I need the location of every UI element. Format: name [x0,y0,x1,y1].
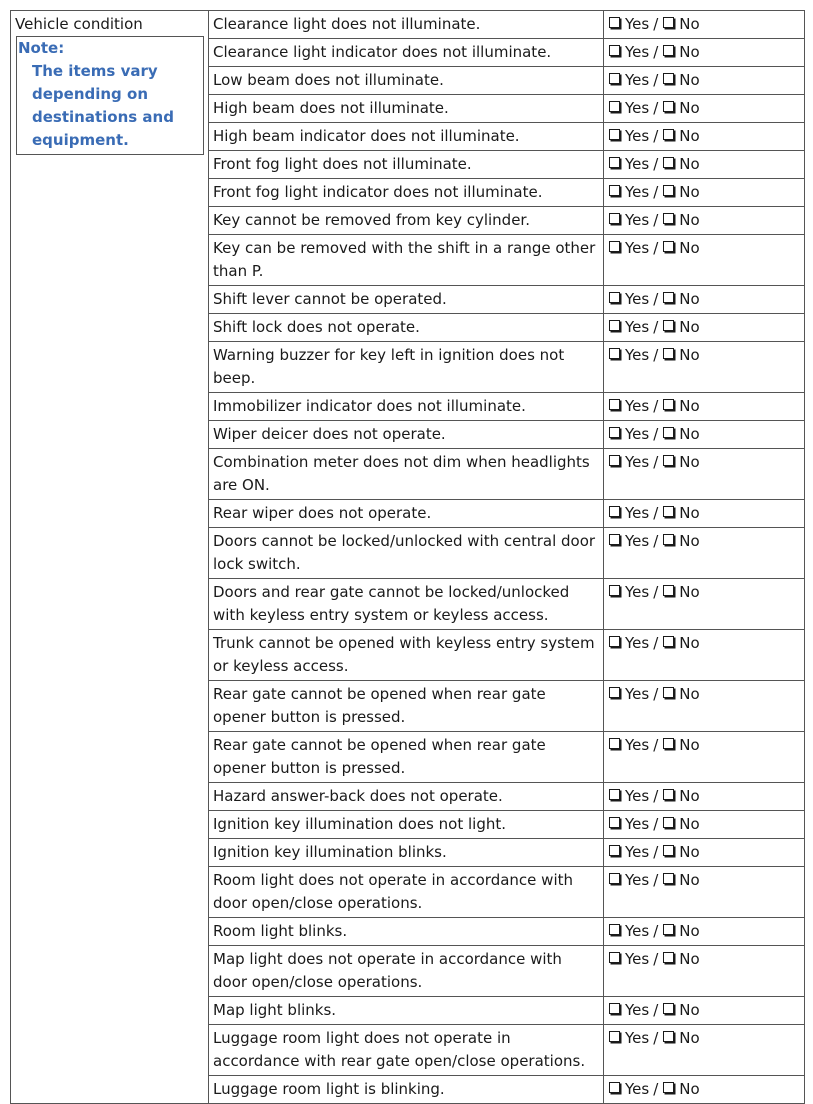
yes-no-cell [604,207,805,235]
no-checkbox[interactable] [663,348,674,359]
no-label: No [679,43,700,61]
answer-separator: / [653,787,659,805]
vehicle-condition-table [10,10,805,1104]
yes-checkbox[interactable] [609,738,620,749]
yes-label: Yes [625,1080,650,1098]
no-checkbox[interactable] [663,427,674,438]
no-label: No [679,239,700,257]
condition-description: Rear gate cannot be opened when rear gate opener button is pressed. [209,681,604,732]
yes-checkbox[interactable] [609,292,620,303]
yes-checkbox[interactable] [609,45,620,56]
yes-checkbox[interactable] [609,585,620,596]
no-label: No [679,1001,700,1019]
yes-checkbox[interactable] [609,73,620,84]
condition-description: Hazard answer-back does not operate. [209,783,604,811]
answer-separator: / [653,815,659,833]
yes-no-cell [604,151,805,179]
condition-description: Doors and rear gate cannot be locked/unlocked with keyless entry system or keyless access. [209,579,604,630]
note-box [16,36,204,155]
yes-no-cell [604,579,805,630]
no-checkbox[interactable] [663,952,674,963]
yes-checkbox[interactable] [609,399,620,410]
yes-no-cell [604,946,805,997]
yes-label: Yes [625,15,650,33]
no-checkbox[interactable] [663,506,674,517]
no-checkbox[interactable] [663,845,674,856]
no-checkbox[interactable] [663,73,674,84]
yes-checkbox[interactable] [609,101,620,112]
answer-separator: / [653,318,659,336]
no-checkbox[interactable] [663,817,674,828]
answer-separator: / [653,15,659,33]
yes-checkbox[interactable] [609,789,620,800]
yes-label: Yes [625,43,650,61]
yes-no-cell [604,95,805,123]
vehicle-condition-label: Vehicle condition [15,15,143,33]
no-label: No [679,15,700,33]
yes-label: Yes [625,425,650,443]
condition-description: Shift lock does not operate. [209,314,604,342]
vehicle-condition-cell [11,11,209,1104]
yes-label: Yes [625,922,650,940]
no-label: No [679,318,700,336]
answer-separator: / [653,183,659,201]
yes-label: Yes [625,736,650,754]
no-label: No [679,843,700,861]
yes-checkbox[interactable] [609,506,620,517]
yes-checkbox[interactable] [609,845,620,856]
condition-description: Luggage room light is blinking. [209,1076,604,1104]
no-label: No [679,183,700,201]
yes-checkbox[interactable] [609,1031,620,1042]
no-checkbox[interactable] [663,17,674,28]
yes-no-cell [604,286,805,314]
yes-no-cell [604,449,805,500]
no-label: No [679,787,700,805]
condition-description: Map light blinks. [209,997,604,1025]
answer-separator: / [653,99,659,117]
yes-checkbox[interactable] [609,924,620,935]
yes-checkbox[interactable] [609,455,620,466]
answer-separator: / [653,950,659,968]
yes-label: Yes [625,290,650,308]
yes-no-cell [604,314,805,342]
condition-description: Front fog light does not illuminate. [209,151,604,179]
yes-label: Yes [625,634,650,652]
yes-checkbox[interactable] [609,427,620,438]
no-checkbox[interactable] [663,241,674,252]
no-label: No [679,532,700,550]
yes-checkbox[interactable] [609,185,620,196]
yes-no-cell [604,630,805,681]
yes-no-cell [604,67,805,95]
yes-no-cell [604,500,805,528]
yes-no-cell [604,342,805,393]
answer-separator: / [653,290,659,308]
no-checkbox[interactable] [663,534,674,545]
yes-no-cell [604,732,805,783]
no-checkbox[interactable] [663,213,674,224]
answer-separator: / [653,871,659,889]
yes-no-cell [604,1025,805,1076]
no-label: No [679,736,700,754]
yes-no-cell [604,997,805,1025]
yes-no-cell [604,39,805,67]
no-label: No [679,155,700,173]
condition-description: Low beam does not illuminate. [209,67,604,95]
no-label: No [679,127,700,145]
condition-description: Key cannot be removed from key cylinder. [209,207,604,235]
answer-separator: / [653,239,659,257]
yes-checkbox[interactable] [609,320,620,331]
no-label: No [679,1029,700,1047]
no-checkbox[interactable] [663,292,674,303]
table-row [11,11,805,39]
condition-description: Room light blinks. [209,918,604,946]
yes-no-cell [604,867,805,918]
yes-checkbox[interactable] [609,348,620,359]
no-checkbox[interactable] [663,101,674,112]
condition-description: Front fog light indicator does not illuminate. [209,179,604,207]
yes-label: Yes [625,239,650,257]
answer-separator: / [653,425,659,443]
yes-label: Yes [625,453,650,471]
answer-separator: / [653,43,659,61]
condition-description: Clearance light indicator does not illuminate. [209,39,604,67]
yes-no-cell [604,11,805,39]
answer-separator: / [653,1001,659,1019]
no-checkbox[interactable] [663,924,674,935]
yes-no-cell [604,393,805,421]
yes-checkbox[interactable] [609,952,620,963]
yes-label: Yes [625,99,650,117]
yes-label: Yes [625,504,650,522]
yes-label: Yes [625,787,650,805]
no-checkbox[interactable] [663,1031,674,1042]
answer-separator: / [653,843,659,861]
yes-label: Yes [625,211,650,229]
no-checkbox[interactable] [663,320,674,331]
yes-checkbox[interactable] [609,157,620,168]
condition-description: Immobilizer indicator does not illuminate. [209,393,604,421]
yes-no-cell [604,528,805,579]
condition-description: Key can be removed with the shift in a range other than P. [209,235,604,286]
answer-separator: / [653,1080,659,1098]
answer-separator: / [653,453,659,471]
no-checkbox[interactable] [663,185,674,196]
no-checkbox[interactable] [663,585,674,596]
yes-label: Yes [625,950,650,968]
condition-description: Room light does not operate in accordance with door open/close operations. [209,867,604,918]
answer-separator: / [653,532,659,550]
no-label: No [679,397,700,415]
yes-no-cell [604,681,805,732]
yes-label: Yes [625,1029,650,1047]
yes-checkbox[interactable] [609,213,620,224]
no-checkbox[interactable] [663,1082,674,1093]
no-label: No [679,871,700,889]
yes-checkbox[interactable] [609,17,620,28]
yes-label: Yes [625,815,650,833]
condition-description: Rear gate cannot be opened when rear gate opener button is pressed. [209,732,604,783]
condition-description: Ignition key illumination blinks. [209,839,604,867]
no-checkbox[interactable] [663,738,674,749]
yes-checkbox[interactable] [609,817,620,828]
answer-separator: / [653,736,659,754]
yes-label: Yes [625,397,650,415]
no-checkbox[interactable] [663,455,674,466]
no-checkbox[interactable] [663,399,674,410]
answer-separator: / [653,211,659,229]
answer-separator: / [653,346,659,364]
answer-separator: / [653,634,659,652]
yes-checkbox[interactable] [609,241,620,252]
yes-label: Yes [625,71,650,89]
table-body [11,11,805,1104]
yes-no-cell [604,811,805,839]
no-checkbox[interactable] [663,45,674,56]
condition-description: Trunk cannot be opened with keyless entry system or keyless access. [209,630,604,681]
no-checkbox[interactable] [663,636,674,647]
no-label: No [679,211,700,229]
condition-description: Rear wiper does not operate. [209,500,604,528]
condition-description: Wiper deicer does not operate. [209,421,604,449]
no-checkbox[interactable] [663,1003,674,1014]
answer-separator: / [653,127,659,145]
no-label: No [679,583,700,601]
no-checkbox[interactable] [663,129,674,140]
yes-label: Yes [625,871,650,889]
yes-label: Yes [625,532,650,550]
no-label: No [679,99,700,117]
yes-label: Yes [625,127,650,145]
no-label: No [679,1080,700,1098]
condition-description: Clearance light does not illuminate. [209,11,604,39]
no-label: No [679,815,700,833]
answer-separator: / [653,155,659,173]
condition-description: Combination meter does not dim when headlights are ON. [209,449,604,500]
yes-checkbox[interactable] [609,1003,620,1014]
yes-label: Yes [625,155,650,173]
answer-separator: / [653,685,659,703]
no-checkbox[interactable] [663,789,674,800]
yes-label: Yes [625,843,650,861]
answer-separator: / [653,922,659,940]
yes-checkbox[interactable] [609,129,620,140]
answer-separator: / [653,504,659,522]
yes-no-cell [604,421,805,449]
no-label: No [679,922,700,940]
no-label: No [679,290,700,308]
yes-no-cell [604,783,805,811]
condition-description: Warning buzzer for key left in ignition does not beep. [209,342,604,393]
yes-no-cell [604,123,805,151]
yes-checkbox[interactable] [609,687,620,698]
condition-description: Map light does not operate in accordance with door open/close operations. [209,946,604,997]
no-label: No [679,504,700,522]
no-label: No [679,950,700,968]
yes-label: Yes [625,583,650,601]
no-checkbox[interactable] [663,157,674,168]
yes-no-cell [604,179,805,207]
yes-no-cell [604,235,805,286]
yes-label: Yes [625,1001,650,1019]
no-label: No [679,425,700,443]
no-label: No [679,71,700,89]
answer-separator: / [653,583,659,601]
condition-description: Shift lever cannot be operated. [209,286,604,314]
note-text: The items vary depending on destinations and equipment. [32,62,174,149]
yes-label: Yes [625,183,650,201]
condition-description: High beam indicator does not illuminate. [209,123,604,151]
no-label: No [679,634,700,652]
answer-separator: / [653,397,659,415]
yes-label: Yes [625,346,650,364]
answer-separator: / [653,1029,659,1047]
no-checkbox[interactable] [663,687,674,698]
no-label: No [679,685,700,703]
yes-checkbox[interactable] [609,873,620,884]
condition-description: Luggage room light does not operate in accordance with rear gate open/close operations. [209,1025,604,1076]
no-label: No [679,346,700,364]
note-title: Note: [18,39,65,57]
yes-label: Yes [625,318,650,336]
yes-no-cell [604,1076,805,1104]
no-label: No [679,453,700,471]
yes-checkbox[interactable] [609,534,620,545]
yes-label: Yes [625,685,650,703]
yes-checkbox[interactable] [609,636,620,647]
condition-description: Ignition key illumination does not light. [209,811,604,839]
condition-description: Doors cannot be locked/unlocked with central door lock switch. [209,528,604,579]
no-checkbox[interactable] [663,873,674,884]
answer-separator: / [653,71,659,89]
yes-no-cell [604,839,805,867]
condition-description: High beam does not illuminate. [209,95,604,123]
yes-checkbox[interactable] [609,1082,620,1093]
yes-no-cell [604,918,805,946]
